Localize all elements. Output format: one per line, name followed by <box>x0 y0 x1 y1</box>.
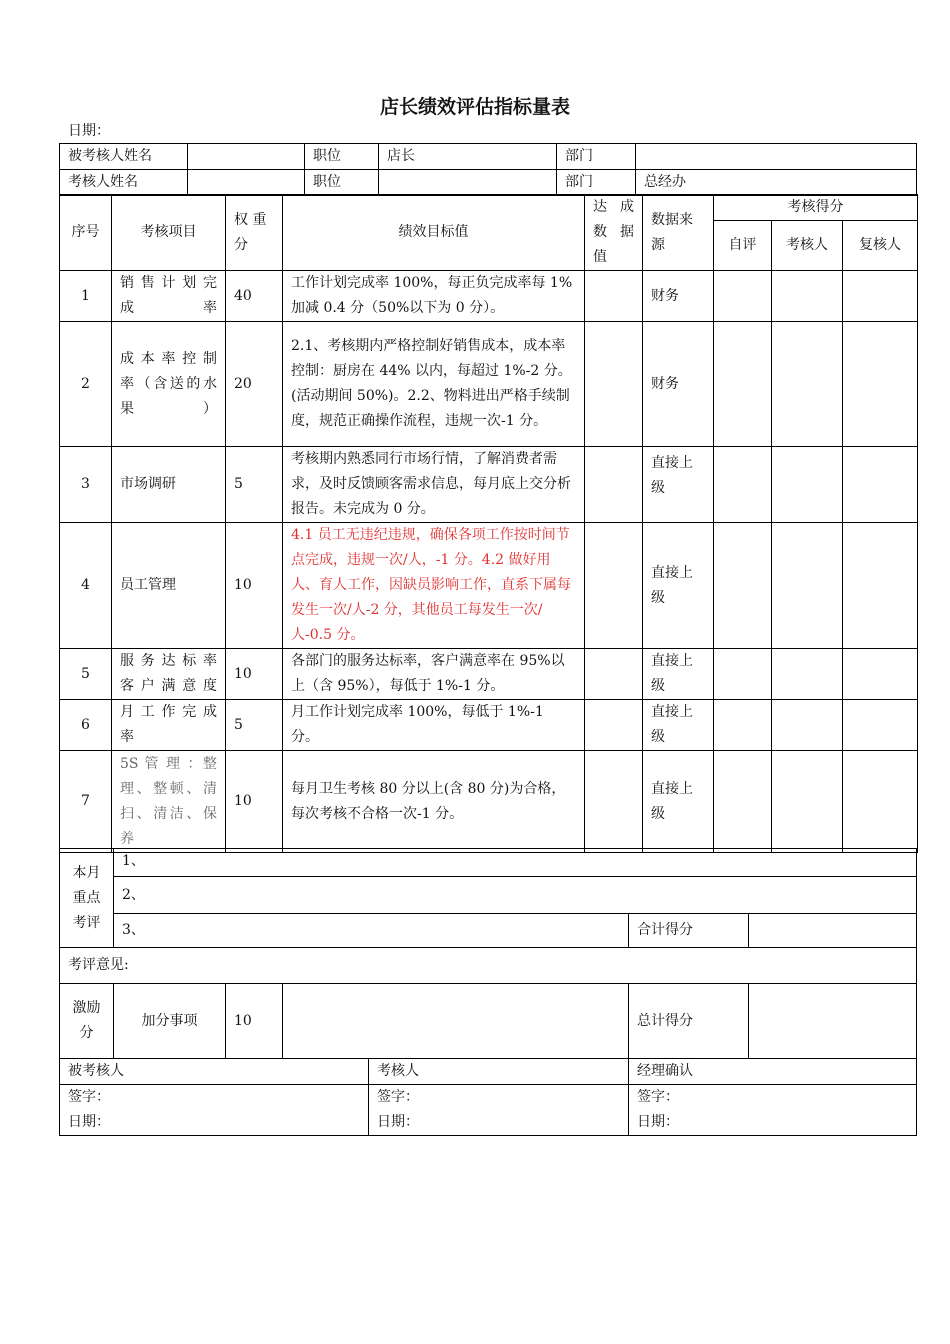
row-source: 直接上级 <box>643 523 714 649</box>
row-achieved[interactable] <box>585 322 643 447</box>
row-achieved[interactable] <box>585 271 643 322</box>
assessor-dept-label: 部门 <box>557 170 636 196</box>
row-seq: 4 <box>60 523 112 649</box>
row-self-score[interactable] <box>714 700 772 751</box>
row-assessor-score[interactable] <box>772 447 843 523</box>
row-self-score[interactable] <box>714 447 772 523</box>
row-item: 销 售 计 划 完 成率 <box>112 271 226 322</box>
focus-row-1 <box>60 849 917 877</box>
header-score: 考核得分 <box>714 195 918 221</box>
total-score-label: 合计得分 <box>629 914 749 948</box>
header-assessor: 考核人 <box>772 221 843 271</box>
row-self-score[interactable] <box>714 322 772 447</box>
focus-row-3 <box>60 914 917 948</box>
row-weight: 20 <box>226 322 283 447</box>
opinion-row <box>60 948 917 984</box>
header-source: 数据来源 <box>643 195 714 271</box>
row-reviewer-score[interactable] <box>843 700 918 751</box>
row-item: 市场调研 <box>112 447 226 523</box>
row-self-score[interactable] <box>714 523 772 649</box>
focus-item-2[interactable]: 2、 <box>114 877 917 914</box>
header-weight: 权 重 分 <box>226 195 283 271</box>
row-item: 成 本 率 控 制 率（含送的水果） <box>112 322 226 447</box>
row-reviewer-score[interactable] <box>843 523 918 649</box>
assessor-dept-field[interactable]: 总经办 <box>636 170 917 196</box>
header-seq: 序号 <box>60 195 112 271</box>
row-target: 4.1 员工无违纪违规，确保各项工作按时间节点完成，违规一次/人，-1 分。4.2 做好用人、育人工作，因缺员影响工作，直系下属每发生一次/人-2 分，其他员工每发生一次/人-0.5 分。 <box>283 523 585 649</box>
assessee-dept-field[interactable] <box>636 144 917 170</box>
bonus-row <box>60 984 917 1059</box>
header-target: 绩效目标值 <box>283 195 585 271</box>
row-self-score[interactable] <box>714 649 772 700</box>
table-row <box>60 649 918 700</box>
row-assessor-score[interactable] <box>772 322 843 447</box>
bonus-detail-field[interactable] <box>283 984 629 1059</box>
summary-table <box>59 848 917 1136</box>
sign-label: 签字： <box>377 1089 419 1105</box>
row-target: 每月卫生考核 80 分以上(含 80 分)为合格，每次考核不合格一次-1 分。 <box>283 751 585 853</box>
row-self-score[interactable] <box>714 271 772 322</box>
header-achieved: 达 成 数 据 值 <box>585 195 643 271</box>
page-title: 店长绩效评估指标量表 <box>379 96 570 118</box>
info-table <box>59 143 917 196</box>
sign-header-assessor: 考核人 <box>369 1059 629 1085</box>
row-assessor-score[interactable] <box>772 751 843 853</box>
row-item: 5S 管 理 ：整理、整顿、清扫、清洁、保养 <box>112 751 226 853</box>
row-assessor-score[interactable] <box>772 649 843 700</box>
row-assessor-score[interactable] <box>772 271 843 322</box>
sign-cell-manager[interactable] <box>629 1085 917 1136</box>
assessor-name-field[interactable] <box>188 170 305 196</box>
assessor-row <box>60 170 917 196</box>
row-assessor-score[interactable] <box>772 523 843 649</box>
header-row-1 <box>60 195 918 221</box>
row-reviewer-score[interactable] <box>843 322 918 447</box>
sign-label: 签字： <box>68 1089 110 1105</box>
table-row <box>60 322 918 447</box>
sign-date-label: 日期： <box>637 1114 679 1130</box>
row-target: 2.1、考核期内严格控制好销售成本，成本率控制：厨房在 44% 以内，每超过 1%-2 分。(活动期间 50%)。2.2、物料进出严格手续制度，规范正确操作流程，违规一次-1 分。 <box>283 322 585 447</box>
sign-date-label: 日期： <box>68 1114 110 1130</box>
row-source: 直接上级 <box>643 751 714 853</box>
table-row <box>60 700 918 751</box>
row-weight: 10 <box>226 523 283 649</box>
row-seq: 2 <box>60 322 112 447</box>
row-source: 直接上级 <box>643 447 714 523</box>
row-weight: 40 <box>226 271 283 322</box>
row-seq: 3 <box>60 447 112 523</box>
row-source: 直接上级 <box>643 649 714 700</box>
row-reviewer-score[interactable] <box>843 447 918 523</box>
sign-row <box>60 1085 917 1136</box>
row-source: 财务 <box>643 322 714 447</box>
row-assessor-score[interactable] <box>772 700 843 751</box>
assessee-dept-label: 部门 <box>557 144 636 170</box>
row-target: 月工作计划完成率 100%，每低于 1%-1 分。 <box>283 700 585 751</box>
row-achieved[interactable] <box>585 447 643 523</box>
row-source: 财务 <box>643 271 714 322</box>
assessee-name-label: 被考核人姓名 <box>60 144 188 170</box>
sign-header-manager: 经理确认 <box>629 1059 917 1085</box>
table-row <box>60 523 918 649</box>
grand-total-label: 总计得分 <box>629 984 749 1059</box>
assessor-position-field[interactable] <box>379 170 557 196</box>
assessee-row <box>60 144 917 170</box>
assessee-name-field[interactable] <box>188 144 305 170</box>
row-achieved[interactable] <box>585 523 643 649</box>
row-reviewer-score[interactable] <box>843 649 918 700</box>
sign-header-assessee: 被考核人 <box>60 1059 369 1085</box>
header-self: 自评 <box>714 221 772 271</box>
row-weight: 10 <box>226 751 283 853</box>
row-item: 服 务 达 标 率 客户满意度 <box>112 649 226 700</box>
table-row <box>60 271 918 322</box>
row-achieved[interactable] <box>585 700 643 751</box>
row-target: 工作计划完成率 100%，每正负完成率每 1%加减 0.4 分（50%以下为 0 分）。 <box>283 271 585 322</box>
header-item: 考核项目 <box>112 195 226 271</box>
row-target: 考核期内熟悉同行市场行情，了解消费者需求，及时反馈顾客需求信息，每月底上交分析报告。未完成为 0 分。 <box>283 447 585 523</box>
sign-header-row <box>60 1059 917 1085</box>
bonus-weight: 10 <box>226 984 283 1059</box>
date-label: 日期： <box>68 123 110 139</box>
sign-date-label: 日期： <box>377 1114 419 1130</box>
row-target: 各部门的服务达标率，客户满意率在 95%以上（含 95%），每低于 1%-1 分。 <box>283 649 585 700</box>
bonus-item: 加分事项 <box>114 984 226 1059</box>
total-score-field[interactable] <box>749 914 917 948</box>
sign-cell-assessor[interactable] <box>369 1085 629 1136</box>
row-seq: 7 <box>60 751 112 853</box>
row-achieved[interactable] <box>585 751 643 853</box>
sign-cell-assessee[interactable] <box>60 1085 369 1136</box>
row-weight: 5 <box>226 447 283 523</box>
assessor-position-label: 职位 <box>305 170 379 196</box>
focus-row-2 <box>60 877 917 914</box>
grand-total-field[interactable] <box>749 984 917 1059</box>
row-self-score[interactable] <box>714 751 772 853</box>
focus-label: 本月重点考评 <box>60 849 114 948</box>
row-seq: 1 <box>60 271 112 322</box>
row-item: 员工管理 <box>112 523 226 649</box>
row-source: 直接上级 <box>643 700 714 751</box>
row-item: 月 工 作 完 成 率 <box>112 700 226 751</box>
header-reviewer: 复核人 <box>843 221 918 271</box>
row-reviewer-score[interactable] <box>843 751 918 853</box>
row-reviewer-score[interactable] <box>843 271 918 322</box>
table-row <box>60 751 918 853</box>
table-row <box>60 447 918 523</box>
row-weight: 10 <box>226 649 283 700</box>
sign-label: 签字： <box>637 1089 679 1105</box>
row-achieved[interactable] <box>585 649 643 700</box>
assessor-name-label: 考核人姓名 <box>60 170 188 196</box>
focus-item-3[interactable]: 3、 <box>114 914 629 948</box>
opinion-label[interactable]: 考评意见: <box>60 948 917 984</box>
row-weight: 5 <box>226 700 283 751</box>
focus-item-1[interactable]: 1、 <box>114 849 917 877</box>
assessee-position-field[interactable]: 店长 <box>379 144 557 170</box>
kpi-table <box>59 194 918 853</box>
assessee-position-label: 职位 <box>305 144 379 170</box>
row-seq: 5 <box>60 649 112 700</box>
bonus-label: 激励分 <box>60 984 114 1059</box>
row-seq: 6 <box>60 700 112 751</box>
